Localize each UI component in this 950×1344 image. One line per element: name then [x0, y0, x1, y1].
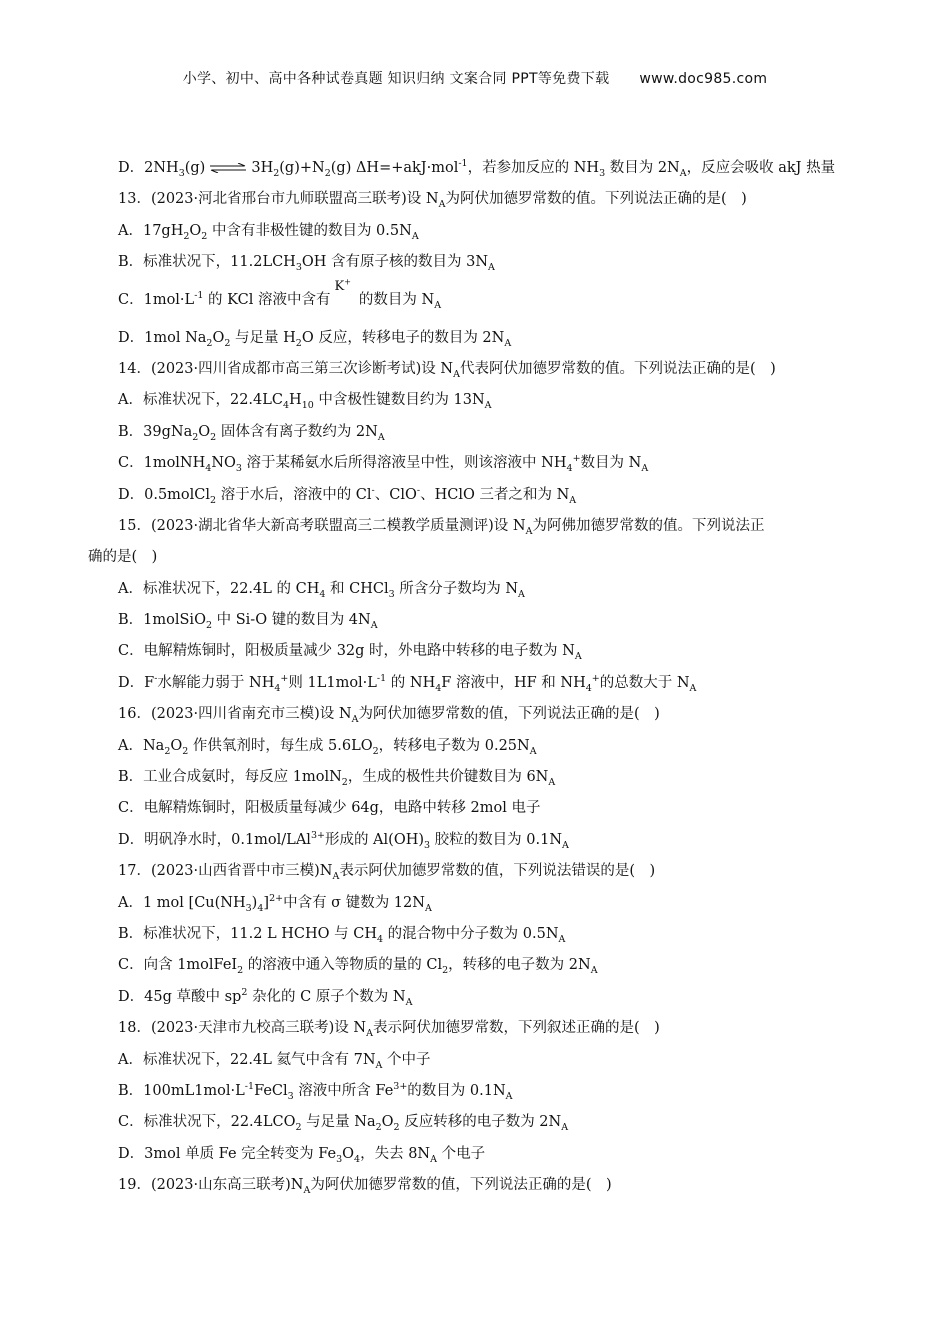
- q13-option-d: D．1mol $Na_2O_2$ 与足量 $H_2O$ 反应，转移电子的数目为 $2N_A$: [118, 329, 512, 349]
- q15-option-a: A．标准状况下，22.4L 的 $CH_4$ 和 CHCl$_3$ 所含分子数均为 $N_A$: [118, 580, 525, 600]
- question-13: 13．(2023·河北省邢台市九师联盟高三联考)设 $N_A$为阿伏加德罗常数的值。下列说法正确的是( ): [118, 191, 747, 211]
- q14-option-a: A．标准状况下，$22.4LC_4H_{10}$ 中含极性键数目约为 $13N_A$: [118, 392, 492, 412]
- q17-option-d: D．45g 草酸中 $sp^2$ 杂化的 C 原子个数为 $N_A$: [118, 986, 413, 1008]
- q14-option-c: C．$1molNH_4NO_3$ 溶于某稀氨水后所得溶液呈中性，则该溶液中 $NH_4^+$数目为 $N_A$: [118, 453, 649, 475]
- question-19: 19．(2023·山东高三联考)$N_A$为阿伏加德罗常数的值，下列说法正确的是( ): [118, 1177, 612, 1196]
- q18-option-a: A．标准状况下，22.4L 氦气中含有 $7N_A$ 个中子: [118, 1051, 431, 1071]
- q17-option-b: B．标准状况下，11.2 L HCHO 与 $CH_4$ 的混合物中分子数为 $0.5N_A$: [118, 925, 566, 945]
- q18-option-c: C．标准状况下，$22.4LCO_2$ 与足量 $Na_2O_2$ 反应转移的电子数为 $2N_A$: [118, 1114, 569, 1134]
- q13-option-a: A．$17gH_2O_2$ 中含有非极性键的数目为 $0.5N_A$: [118, 222, 419, 242]
- document-body: [88, 156, 868, 1205]
- q16-option-c: C．电解精炼铜时，阳极质量每减少 64g，电路中转移 2mol 电子: [118, 800, 541, 817]
- question-15: 15．(2023·湖北省华大新高考联盟高三二模教学质量测评)设 $N_A$为阿佛加德罗常数的值。下列说法正: [118, 517, 765, 537]
- q16-option-b: B．工业合成氨时，每反应 1molN$_2$，生成的极性共价键数目为 $6N_A$: [118, 769, 556, 788]
- q18-option-b: B．$100mL1mol\cdot L^{-1}FeCl_3$ 溶液中所含 $Fe^{3+}$的数目为 $0.1N_A$: [118, 1081, 513, 1102]
- page-header: [0, 68, 950, 88]
- q15-option-c: C．电解精炼铜时，阳极质量减少 32g 时，外电路中转移的电子数为 $N_A$: [118, 643, 582, 663]
- q13-option-c: C．$1mol\cdot L^{-1}$ 的 KCl 溶液中含有K+的数目为 $N_A$: [118, 277, 442, 311]
- q18-option-d: D．3mol 单质 Fe 完全转变为 $Fe_3O_4$，失去 $8N_A$ 个电子: [118, 1145, 486, 1165]
- question-17: 17．(2023·山西省晋中市三模)$N_A$表示阿伏加德罗常数的值，下列说法错误的是( ): [118, 863, 656, 883]
- question-18: 18．(2023·天津市九校高三联考)设 $N_A$表示阿伏加德罗常数，下列叙述正确的是( ): [118, 1020, 660, 1040]
- q17-option-c: C．向含 1molFeI$_2$ 的溶液中通入等物质的量的 $Cl_2$，转移的电子数为 $2N_A$: [118, 957, 598, 977]
- q14-option-d: D．0.5molCl$_2$ 溶于水后，溶液中的 Cl-、ClO-、HClO 三者之和为 $N_A$: [118, 484, 577, 506]
- equilibrium-arrow-icon: [208, 163, 248, 173]
- q14-option-b: B．$39gNa_2O_2$ 固体含有离子数约为 $2N_A$: [118, 423, 385, 443]
- header-title: 小学、初中、高中各种试卷真题 知识归纳 文案合同 PPT等免费下载: [182, 71, 610, 87]
- question-15-cont: 确的是( ): [88, 549, 158, 566]
- header-site: www.doc985.com: [639, 71, 768, 87]
- q15-option-b: B．1molSiO$_2$ 中 Si-O 键的数目为 $4N_A$: [118, 612, 378, 631]
- q15-option-d: D．F-水解能力弱于 $NH_4^+$则 $1L1mol\cdot L^{-1}$ 的 $NH_4F$ 溶液中，HF 和 $NH_4^+$的总数大于 $N_A$: [118, 673, 697, 694]
- q16-option-a: A．$Na_2O_2$ 作供氧剂时，每生成 $5.6LO_2$，转移电子数为 $0.25N_A$: [118, 737, 537, 757]
- q13-option-b: B．标准状况下，$11.2LCH_3OH$ 含有原子核的数目为 $3N_A$: [118, 254, 495, 274]
- q17-option-a: A．1 mol $[Cu(NH_3)_4]^{2+}$中含有 σ 键数为 $12N_A$: [118, 892, 432, 914]
- q12-option-d: D．$2NH_3(g)$ $3H_2(g)+N_2(g)$ ΔH=+akJ·mol$^{-1}$，若参加反应的 $NH_3$ 数目为 $2N_A$，反应会吸收 akJ 热量: [118, 158, 836, 179]
- question-16: 16．(2023·四川省南充市三模)设 $N_A$为阿伏加德罗常数的值，下列说法正确的是( ): [118, 706, 660, 726]
- q16-option-d: D．明矾净水时，0.1mol/LAl$^{3+}$形成的 $Al(OH)_3$ 胶粒的数目为 $0.1N_A$: [118, 829, 569, 851]
- question-14: 14．(2023·四川省成都市高三第三次诊断考试)设 $N_A$代表阿伏加德罗常数的值。下列说法正确的是( ): [118, 360, 776, 380]
